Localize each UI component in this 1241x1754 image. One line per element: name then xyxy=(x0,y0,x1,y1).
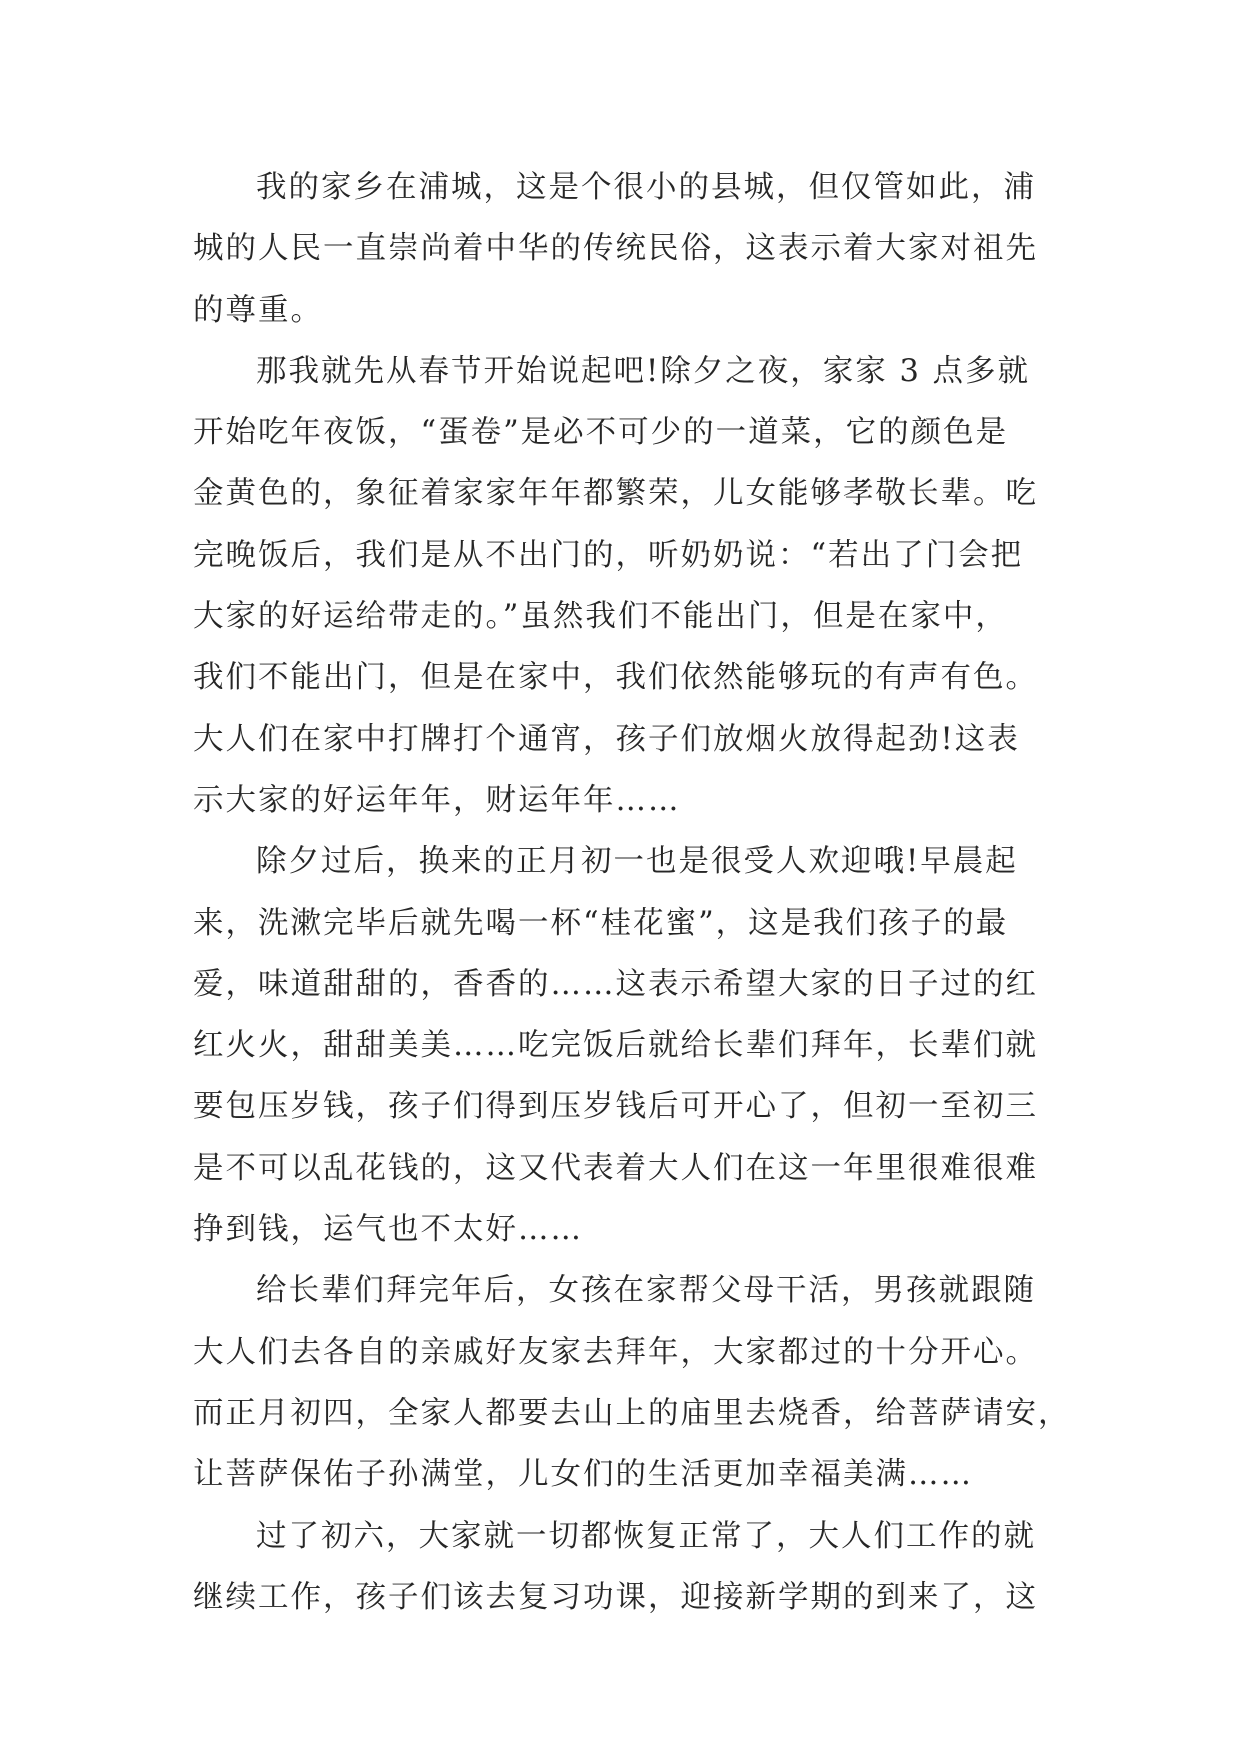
text-line: 过了初六，大家就一切都恢复正常了，大人们工作的就 xyxy=(256,1518,1036,1554)
text-line: 那我就先从春节开始说起吧!除夕之夜，家家 3 点多就 xyxy=(256,353,1031,389)
text-line: 示大家的好运年年，财运年年…… xyxy=(193,782,681,818)
text-line: 大家的好运给带走的。”虽然我们不能出门，但是在家中， xyxy=(193,599,1008,635)
text-line: 挣到钱，运气也不太好…… xyxy=(193,1212,583,1248)
paragraph xyxy=(193,1260,1071,1505)
text-line: 金黄色的，象征着家家年年都繁荣，儿女能够孝敬长辈。吃 xyxy=(193,476,1038,512)
paragraph xyxy=(193,341,1053,831)
paragraph xyxy=(193,1506,1053,1629)
text-line: 我的家乡在浦城，这是个很小的县城，但仅管如此，浦 xyxy=(256,170,1036,205)
text-line: 除夕过后，换来的正月初一也是很受人欢迎哦!早晨起 xyxy=(256,844,1018,880)
text-line: 要包压岁钱，孩子们得到压岁钱后可开心了，但初一至初三 xyxy=(193,1089,1038,1125)
text-line: 继续工作，孩子们该去复习功课，迎接新学期的到来了，这 xyxy=(193,1579,1038,1615)
text-line: 而正月初四，全家人都要去山上的庙里去烧香，给菩萨请安， xyxy=(193,1395,1071,1431)
text-line: 来，洗漱完毕后就先喝一杯“桂花蜜”，这是我们孩子的最 xyxy=(193,905,1009,941)
text-line: 的尊重。 xyxy=(193,292,323,328)
text-line: 完晚饭后，我们是从不出门的，听奶奶说：“若出了门会把 xyxy=(193,537,1024,573)
text-line: 让菩萨保佑子孙满堂，儿女们的生活更加幸福美满…… xyxy=(193,1457,973,1493)
text-line: 爱，味道甜甜的，香香的……这表示希望大家的日子过的红 xyxy=(193,966,1038,1002)
text-line: 大人们去各自的亲戚好友家去拜年，大家都过的十分开心。 xyxy=(193,1334,1038,1370)
document-body xyxy=(193,157,1071,1628)
text-line: 给长辈们拜完年后，女孩在家帮父母干活，男孩就跟随 xyxy=(256,1273,1036,1309)
text-line: 我们不能出门，但是在家中，我们依然能够玩的有声有色。 xyxy=(193,660,1038,696)
paragraph xyxy=(193,157,1053,341)
text-line: 开始吃年夜饭，“蛋卷”是必不可少的一道菜，它的颜色是 xyxy=(193,415,1009,451)
text-line: 大人们在家中打牌打个通宵，孩子们放烟火放得起劲!这表 xyxy=(193,721,1020,757)
text-line: 红火火，甜甜美美……吃完饭后就给长辈们拜年，长辈们就 xyxy=(193,1028,1038,1064)
text-line: 是不可以乱花钱的，这又代表着大人们在这一年里很难很难 xyxy=(193,1150,1038,1186)
paragraph xyxy=(193,831,1053,1260)
text-line: 城的人民一直崇尚着中华的传统民俗，这表示着大家对祖先 xyxy=(193,231,1038,267)
